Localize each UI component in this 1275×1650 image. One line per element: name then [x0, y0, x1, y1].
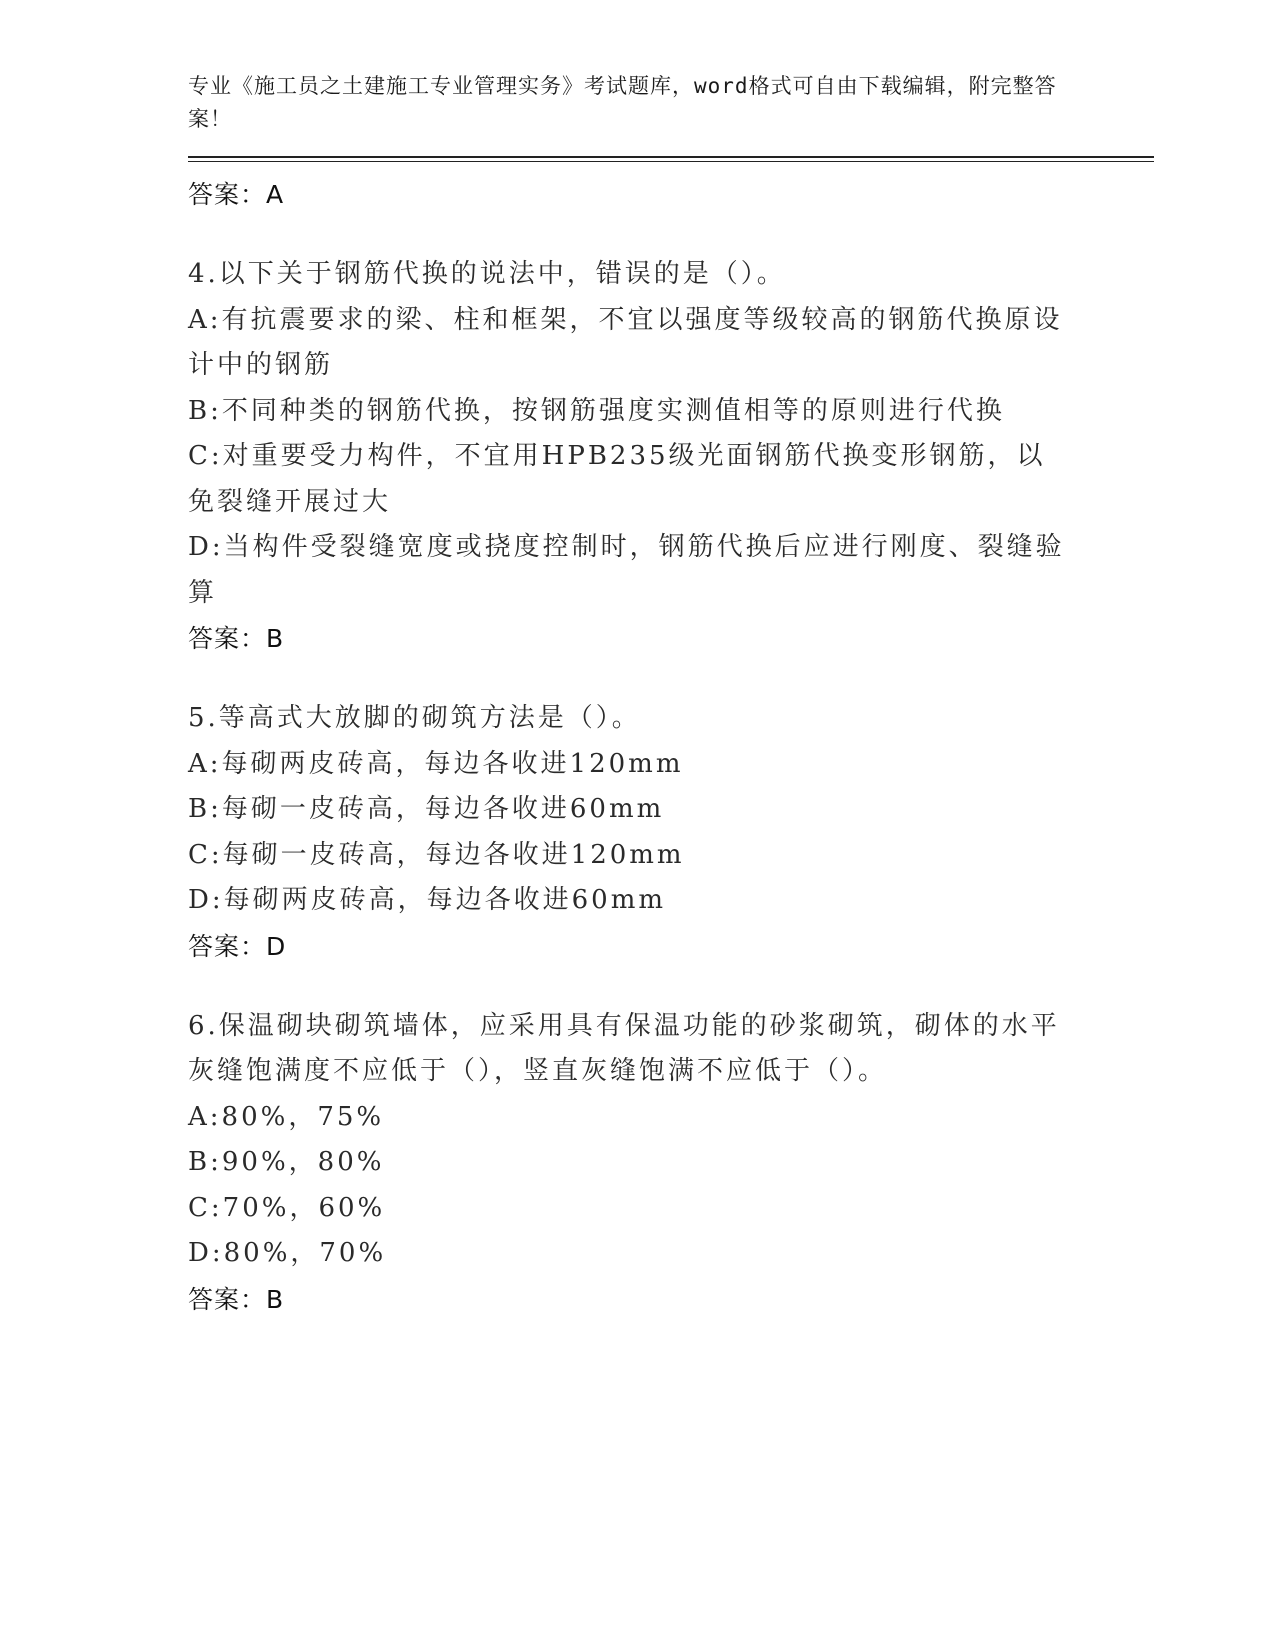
question-stem: 6.保温砌块砌筑墙体，应采用具有保温功能的砂浆砌筑，砌体的水平灰缝饱满度不应低于（），竖直灰缝饱满不应低于（）。	[188, 1010, 1060, 1086]
option-b: B:每砌一皮砖高，每边各收进60mm	[188, 794, 665, 824]
option-a: A:每砌两皮砖高，每边各收进120mm	[188, 748, 684, 779]
option-b: B:不同种类的钢筋代换，按钢筋强度实测值相等的原则进行代换	[188, 395, 1005, 426]
question-answer: 答案：B	[188, 1284, 285, 1314]
question-stem: 4.以下关于钢筋代换的说法中，错误的是（）。	[188, 259, 786, 289]
option-c: C:70%，60%	[188, 1192, 386, 1223]
question-answer: 答案：D	[188, 931, 287, 961]
option-a: A:有抗震要求的梁、柱和框架，不宜以强度等级较高的钢筋代换原设计中的钢筋	[188, 304, 1063, 380]
question-4	[188, 252, 1148, 662]
option-c: C:对重要受力构件，不宜用HPB235级光面钢筋代换变形钢筋，以免裂缝开展过大	[188, 441, 1046, 517]
option-d: D:每砌两皮砖高，每边各收进60mm	[188, 885, 666, 915]
question-answer: 答案：B	[188, 624, 285, 653]
option-a: A:80%，75%	[188, 1101, 385, 1132]
document-page	[188, 70, 1148, 1323]
question-stem: 5.等高式大放脚的砌筑方法是（）。	[188, 703, 641, 733]
option-d: D:80%，70%	[188, 1238, 387, 1268]
option-b: B:90%，80%	[188, 1147, 385, 1177]
previous-question-answer: 答案：A	[188, 180, 285, 209]
option-d: D:当构件受裂缝宽度或挠度控制时，钢筋代换后应进行刚度、裂缝验算	[188, 532, 1065, 608]
document-header: 专业《施工员之土建施工专业管理实务》考试题库，word格式可自由下载编辑，附完整答案！	[188, 74, 1057, 131]
option-c: C:每砌一皮砖高，每边各收进120mm	[188, 839, 685, 870]
header-divider	[188, 156, 1154, 162]
question-6	[188, 1004, 1148, 1323]
question-5	[188, 696, 1148, 970]
